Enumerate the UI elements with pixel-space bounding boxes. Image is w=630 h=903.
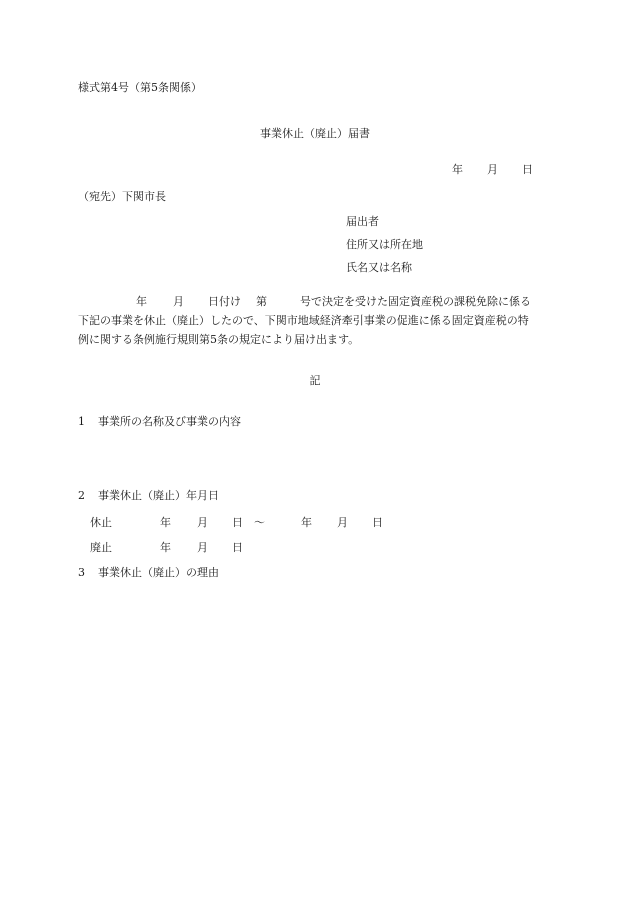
form-number: 様式第4号（第5条関係） xyxy=(78,81,202,94)
suspend-month: 月 xyxy=(197,516,208,529)
item-1 xyxy=(78,415,241,428)
item-1-number: 1 xyxy=(78,415,85,428)
item-2 xyxy=(78,489,219,502)
item-3-text: 事業休止（廃止）の理由 xyxy=(98,566,219,579)
name-label: 氏名又は名称 xyxy=(346,261,412,274)
item-3-number: 3 xyxy=(78,566,85,579)
item-2-number: 2 xyxy=(78,489,85,502)
applicant-label: 届出者 xyxy=(346,215,379,228)
suspend-year-2: 年 xyxy=(301,516,312,529)
date-year-label: 年 xyxy=(452,163,463,176)
suspend-day: 日 xyxy=(232,516,243,529)
body-line-1-rest: 号で決定を受けた固定資産税の課税免除に係る xyxy=(300,295,531,308)
abolish-day: 日 xyxy=(232,541,243,554)
item-2-text: 事業休止（廃止）年月日 xyxy=(98,489,219,502)
abolish-row xyxy=(90,541,250,557)
address-label: 住所又は所在地 xyxy=(346,238,423,251)
body-dai: 第 xyxy=(256,295,267,308)
abolish-month: 月 xyxy=(197,541,208,554)
body-line-1 xyxy=(78,295,558,311)
body-year: 年 xyxy=(136,295,147,308)
body-line-3: 例に関する条例施行規則第5条の規定により届け出ます。 xyxy=(78,333,360,346)
body-day: 日付け xyxy=(208,295,241,308)
abolish-label: 廃止 xyxy=(90,541,112,554)
document-title: 事業休止（廃止）届書 xyxy=(260,127,370,140)
date-month-label: 月 xyxy=(487,163,498,176)
suspend-month-2: 月 xyxy=(337,516,348,529)
ki-heading: 記 xyxy=(309,374,321,387)
suspend-tilde: ～ xyxy=(254,516,265,529)
suspend-day-2: 日 xyxy=(372,516,383,529)
suspend-year: 年 xyxy=(160,516,171,529)
abolish-year: 年 xyxy=(160,541,171,554)
suspend-label: 休止 xyxy=(90,516,112,529)
item-1-text: 事業所の名称及び事業の内容 xyxy=(98,415,241,428)
body-month: 月 xyxy=(173,295,184,308)
addressee: （宛先）下関市長 xyxy=(78,190,166,203)
date-day-label: 日 xyxy=(522,163,533,176)
suspend-row xyxy=(90,516,390,532)
body-line-2: 下記の事業を休止（廃止）したので、下関市地域経済牽引事業の促進に係る固定資産税の特 xyxy=(78,314,529,327)
item-3 xyxy=(78,566,219,579)
